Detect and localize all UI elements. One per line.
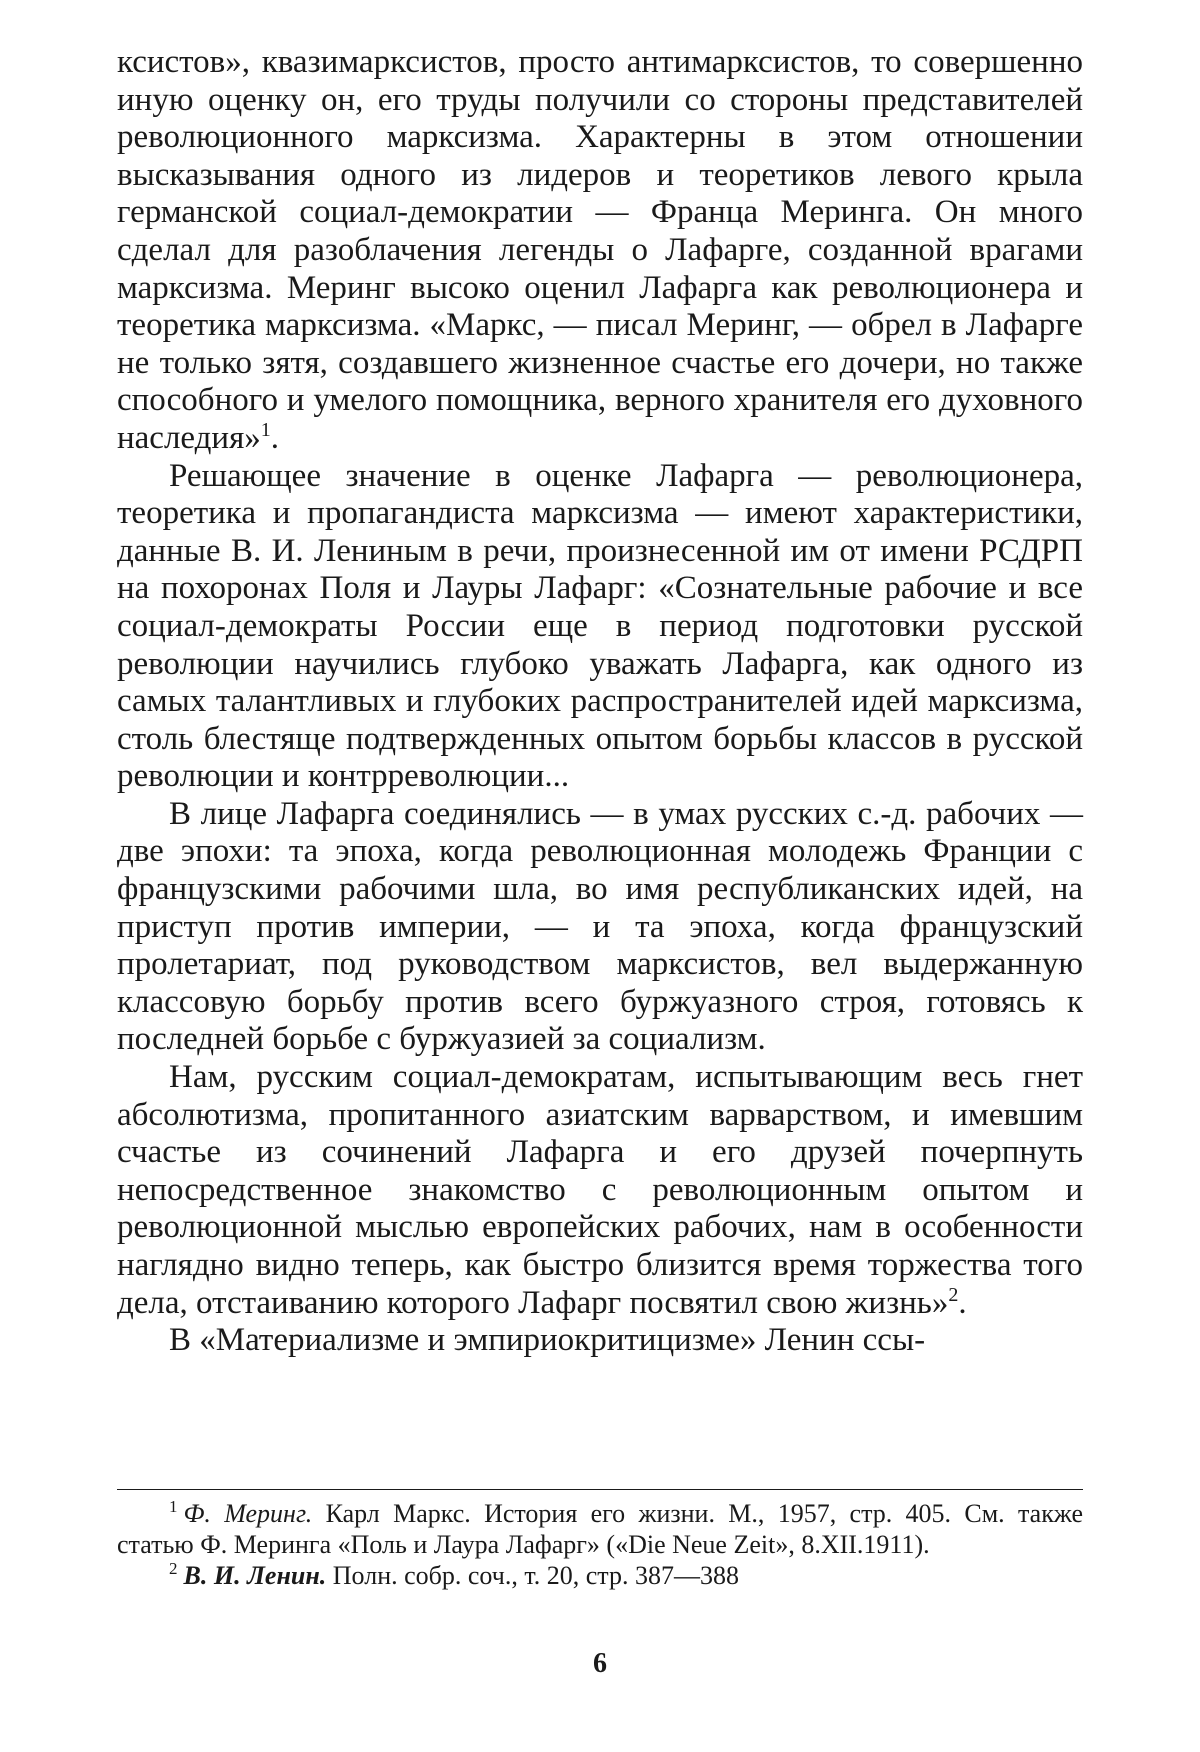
footnotes xyxy=(117,1498,1083,1591)
page-number: 6 xyxy=(593,1648,607,1679)
paragraph-5: В «Материализме и эмпириокритицизме» Ленин ссы- xyxy=(169,1322,926,1359)
footnote-ref-2[interactable]: 2 xyxy=(948,1283,959,1306)
footnote-divider xyxy=(117,1489,1083,1490)
footnote-author: Ф. Меринг. xyxy=(183,1499,313,1528)
footnote-mark: 1 xyxy=(169,1497,178,1517)
footnote-ref-1[interactable]: 1 xyxy=(260,418,271,441)
paragraph-4-text: Нам, русским социал-демократам, испытывающим весь гнет абсолютизма, пропитанного азиатским варварством, и имевшим счастье из сочинений Лафарга и его друзей почерпнуть непосредственное знакомство с революционным опытом и революционной мыслью европейских рабочих, нам в особенности наглядно видно теперь, как быстро близится время торжества того дела, отстаиванию которого Лафарг посвятил свою жизнь» xyxy=(117,1059,1083,1321)
paragraph-4-end: . xyxy=(958,1284,967,1321)
paragraph-4 xyxy=(117,1059,1083,1322)
footnote-text: Карл Маркс. История его жизни. М., 1957, стр. 405. См. также статью Ф. Меринга «Поль и Лаура Лафарг» («Die Neue Zeit», 8.XII.1911). xyxy=(117,1499,1083,1559)
footnote-1 xyxy=(117,1498,1083,1560)
paragraph-1-text: ксистов», квазимарксистов, просто антимарксистов, то совершенно иную оценку он, его труды получили со стороны представителей революционного марксизма. Характерны в этом отношении высказывания одного из лидеров и теоретиков левого крыла германской социал-демократии — Франца Меринга. Он много сделал для разоблачения легенды о Лафарге, созданной врагами марксизма. Меринг высоко оценил Лафарга как революционера и теоретика марксизма. «Маркс, — писал Меринг, — обрел в Лафарге не только зятя, создавшего жизненное счастье его дочери, но также способного и умелого помощника, верного хранителя его духовного наследия» xyxy=(117,44,1083,456)
footnote-author: В. И. Ленин. xyxy=(183,1561,327,1590)
paragraph-2: Решающее значение в оценке Лафарга — революционера, теоретика и пропагандиста марксизма — имеют характеристики, данные В. И. Лениным в речи, произнесенной им от имени РСДРП на похоронах Поля и Лауры Лафарг: «Сознательные рабочие и все социал-демократы России еще в период подготовки русской революции научились глубоко уважать Лафарга, как одного из самых талантливых и глубоких распространителей идей марксизма, столь блестяще подтвержденных опытом борьбы классов в русской революции и контрреволюции... xyxy=(117,457,1083,795)
paragraph-1 xyxy=(117,44,1083,458)
footnote-text: Полн. собр. соч., т. 20, стр. 387—388 xyxy=(332,1561,739,1590)
paragraph-1-end: . xyxy=(270,419,280,456)
main-text xyxy=(117,44,1083,1360)
footnote-mark: 2 xyxy=(169,1559,178,1579)
footnote-2 xyxy=(117,1560,1083,1591)
paragraph-3: В лице Лафарга соединялись — в умах русских с.-д. рабочих — две эпохи: та эпоха, когда революционная молодежь Франции с французскими рабочими шла, во имя республиканских идей, на приступ против империи, — и та эпоха, когда французский пролетариат, под руководством марксистов, вел выдержанную классовую борьбу против всего буржуазного строя, готовясь к последней борьбе с буржуазией за социализм. xyxy=(117,795,1083,1058)
